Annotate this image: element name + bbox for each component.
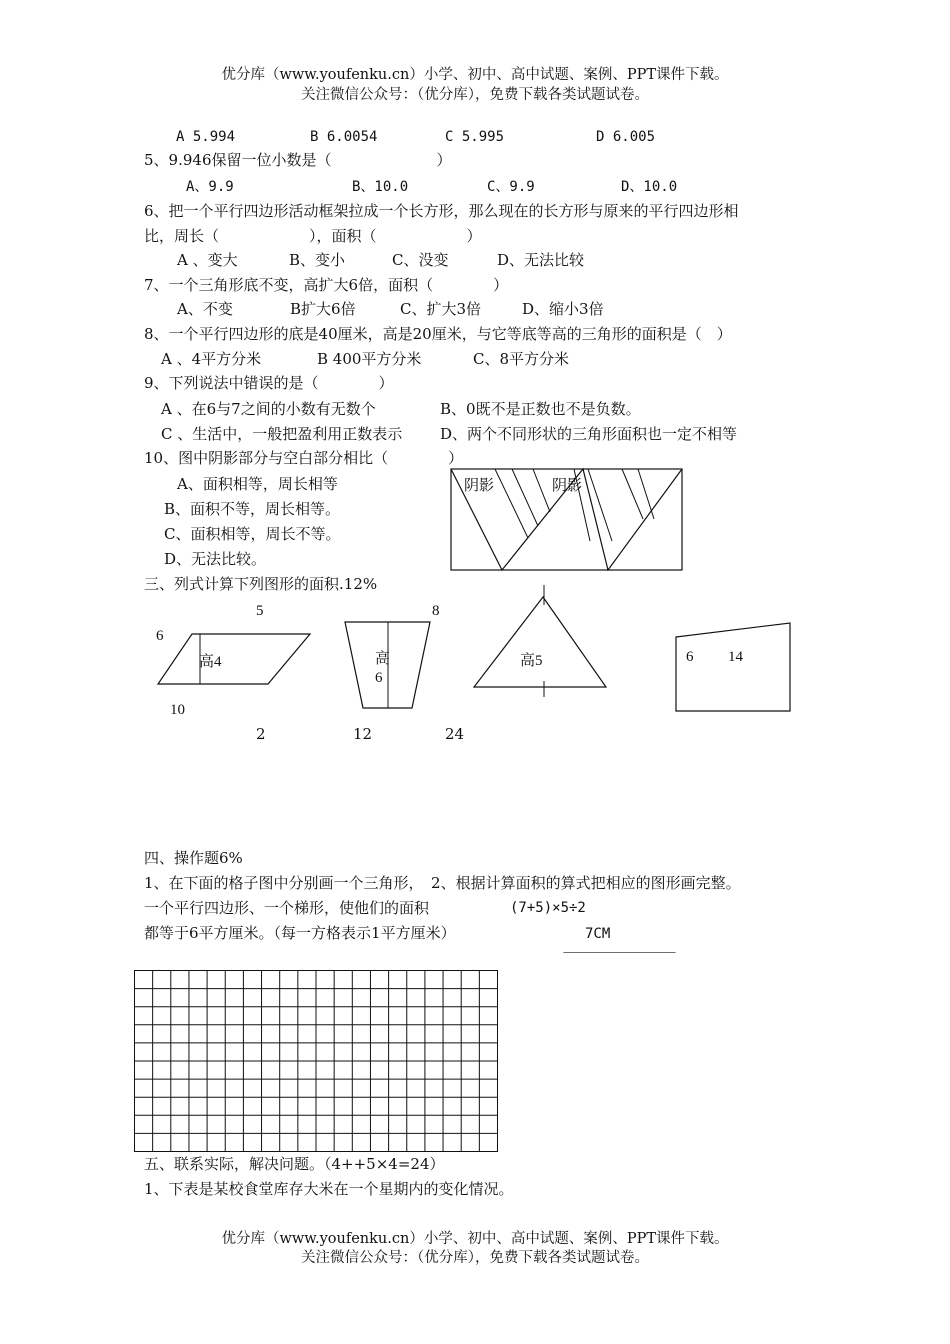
section-5-q1: 1、下表是某校食堂库存大米在一个星期内的变化情况。 — [144, 1180, 514, 1198]
q6-option-a: A 、变大 — [177, 251, 238, 269]
q4-option-a: A 5.994 — [176, 129, 236, 145]
q7-option-b: B扩大6倍 — [290, 300, 356, 318]
q9-option-a: A 、在6与7之间的小数有无数个 — [161, 400, 376, 418]
section-4-formula: (7+5)×5÷2 — [510, 900, 586, 916]
tri-base-label: 24 — [445, 725, 465, 743]
footer-line-2: 关注微信公众号：（优分库），免费下载各类试题试卷。 — [301, 1250, 649, 1266]
header-line-1: 优分库（www.youfenku.cn）小学、初中、高中试题、案例、PPT课件下载。 — [221, 67, 729, 83]
section-4-line-3a: 都等于6平方厘米。（每一方格表示1平方厘米） — [144, 924, 456, 942]
q10-option-c: C、面积相等，周长不等。 — [164, 525, 341, 543]
q9-option-b: B、0既不是正数也不是负数。 — [440, 400, 641, 418]
q10-shaded-figure — [450, 466, 685, 572]
section-4-line-1: 1、在下面的格子图中分别画一个三角形， 2、根据计算面积的算式把相应的图形画完整。 — [144, 874, 741, 892]
q9-option-d: D、两个不同形状的三角形面积也一定不相等 — [440, 425, 738, 443]
q4-option-b: B 6.0054 — [310, 129, 378, 145]
q7-option-c: C、扩大3倍 — [400, 300, 482, 318]
q7-option-d: D、缩小3倍 — [522, 300, 604, 318]
label-2: 2 — [256, 725, 266, 743]
q6-stem-1: 6、把一个平行四边形活动框架拉成一个长方形，那么现在的长方形与原来的平行四边形相 — [144, 202, 739, 220]
square-grid[interactable] — [134, 970, 498, 1152]
q5-option-c: C、9.9 — [487, 179, 535, 195]
section-4-title: 四、操作题6% — [144, 849, 243, 867]
shade-label-1: 阴影 — [464, 478, 495, 494]
q6-stem-2: 比，周长（ ），面积（ ） — [144, 227, 482, 245]
trapezoid-figure — [340, 600, 450, 725]
q5-option-b: B、10.0 — [352, 179, 409, 195]
q5-option-a: A、9.9 — [186, 179, 234, 195]
q5-stem: 5、9.946保留一位小数是（ ） — [144, 151, 452, 169]
trap-bottom-label: 12 — [353, 725, 373, 743]
parallelogram-figure — [150, 600, 320, 725]
q10-option-d: D、无法比较。 — [164, 550, 267, 568]
quad-left-label: 6 — [686, 649, 694, 665]
tri-height-label: 高5 — [520, 653, 543, 669]
triangle-figure — [470, 583, 615, 703]
q8-stem: 8、一个平行四边形的底是40厘米，高是20厘米，与它等底等高的三角形的面积是（ ） — [144, 325, 732, 343]
shade-label-2: 阴影 — [552, 478, 583, 494]
para-top-label: 5 — [256, 603, 264, 619]
footer-line-1: 优分库（www.youfenku.cn）小学、初中、高中试题、案例、PPT课件下载。 — [221, 1231, 729, 1247]
q6-option-b: B、变小 — [289, 251, 346, 269]
q8-option-c: C、8平方分米 — [473, 350, 570, 368]
q7-stem: 7、一个三角形底不变，高扩大6倍，面积（ ） — [144, 276, 509, 294]
trap-top-label: 8 — [432, 603, 440, 619]
q6-option-c: C、没变 — [392, 251, 449, 269]
q5-option-d: D、10.0 — [621, 179, 678, 195]
q6-option-d: D、无法比较 — [497, 251, 585, 269]
q10-stem: 10、图中阴影部分与空白部分相比（ ） — [144, 449, 464, 467]
section-4-7cm: 7CM — [585, 926, 611, 942]
section-5-title: 五、联系实际，解决问题。（4++5×4=24） — [144, 1155, 445, 1173]
q4-option-c: C 5.995 — [445, 129, 505, 145]
section-4-dash-line: —————————————— — [563, 948, 675, 958]
quadrilateral-figure — [670, 615, 795, 715]
q9-option-c: C 、生活中，一般把盈利用正数表示 — [161, 425, 403, 443]
q8-option-b: B 400平方分米 — [317, 350, 422, 368]
para-base-label: 10 — [170, 702, 185, 718]
q4-option-d: D 6.005 — [596, 129, 656, 145]
para-side-label: 6 — [156, 628, 164, 644]
q9-stem: 9、下列说法中错误的是（ ） — [144, 374, 394, 392]
trap-height-label-2: 6 — [375, 670, 383, 686]
header-line-2: 关注微信公众号：（优分库），免费下载各类试题试卷。 — [301, 87, 649, 103]
quad-right-label: 14 — [728, 649, 743, 665]
q10-option-b: B、面积不等，周长相等。 — [164, 500, 341, 518]
q8-option-a: A 、4平方分米 — [161, 350, 262, 368]
q10-option-a: A、面积相等，周长相等 — [177, 475, 338, 493]
section-4-line-2a: 一个平行四边形、一个梯形，使他们的面积 — [144, 899, 430, 917]
q7-option-a: A、不变 — [177, 300, 233, 318]
trap-height-label-1: 高 — [375, 651, 391, 667]
section-3-title: 三、列式计算下列图形的面积.12% — [144, 575, 378, 593]
para-height-label: 高4 — [199, 654, 222, 670]
